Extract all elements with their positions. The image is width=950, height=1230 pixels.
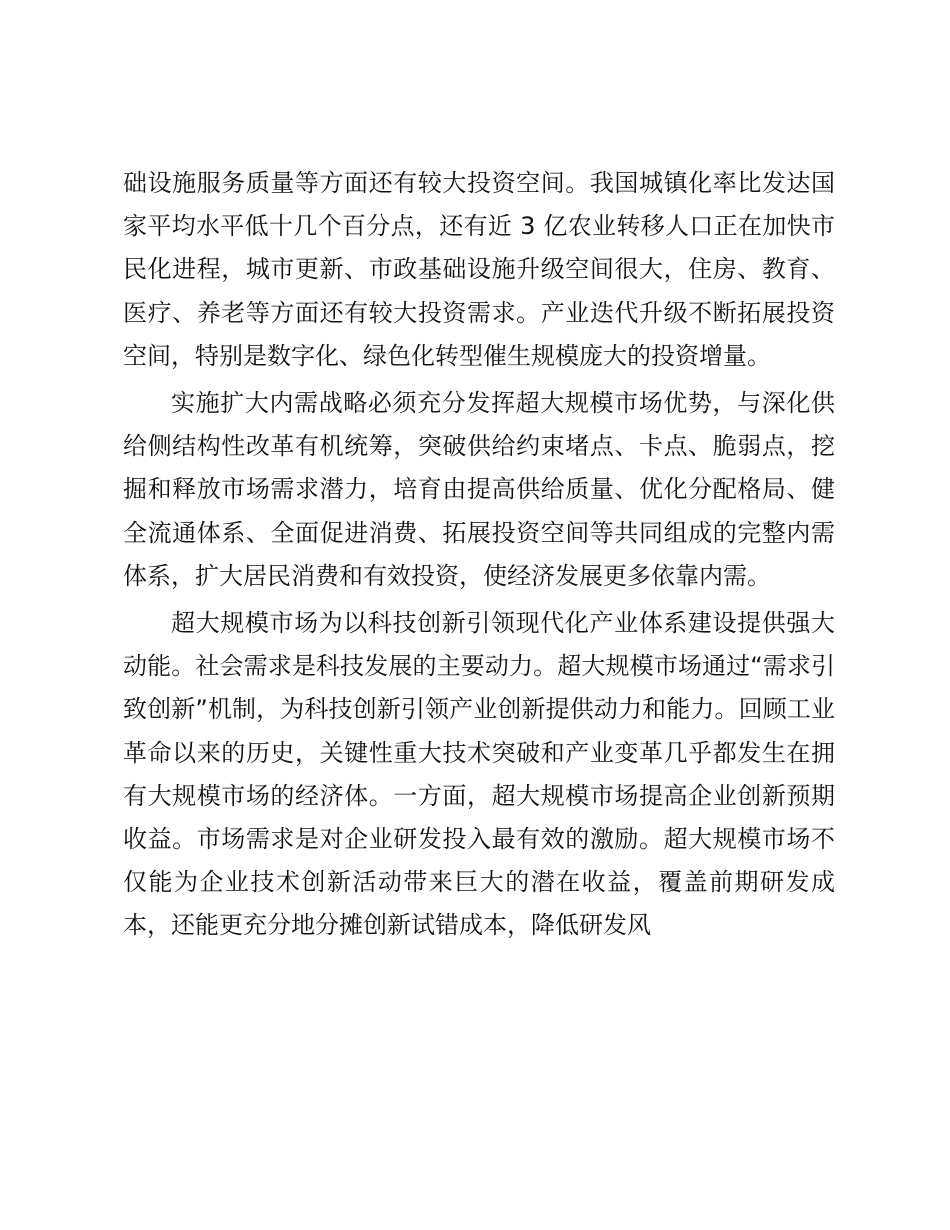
paragraph-tech-innovation: 超大规模市场为以科技创新引领现代化产业体系建设提供强大动能。社会需求是科技发展的主要动力。超大规模市场通过“需求引致创新”机制，为科技创新引领产业创新提供动力和能力。回顾工业革命以来的历史，关键性重大技术突破和产业变革几乎都发生在拥有大规模市场的经济体。一方面，超大规模市场提高企业创新预期收益。市场需求是对企业研发投入最有效的激励。超大规模市场不仅能为企业技术创新活动带来巨大的潜在收益，覆盖前期研发成本，还能更充分地分摊创新试错成本，降低研发风	[123, 609, 835, 940]
document-body	[123, 162, 835, 952]
paragraph-domestic-demand: 实施扩大内需战略必须充分发挥超大规模市场优势，与深化供给侧结构性改革有机统筹，突破供给约束堵点、卡点、脆弱点，挖掘和释放市场需求潜力，培育由提高供给质量、优化分配格局、健全流通体系、全面促进消费、拓展投资空间等共同组成的完整内需体系，扩大居民消费和有效投资，使经济发展更多依靠内需。	[123, 389, 835, 590]
paragraph-continued: 础设施服务质量等方面还有较大投资空间。我国城镇化率比发达国家平均水平低十几个百分点，还有近 3 亿农业转移人口正在加快市民化进程，城市更新、市政基础设施升级空间很大，住房、教育、医疗、养老等方面还有较大投资需求。产业迭代升级不断拓展投资空间，特别是数字化、绿色化转型催生规模庞大的投资增量。	[123, 169, 835, 370]
